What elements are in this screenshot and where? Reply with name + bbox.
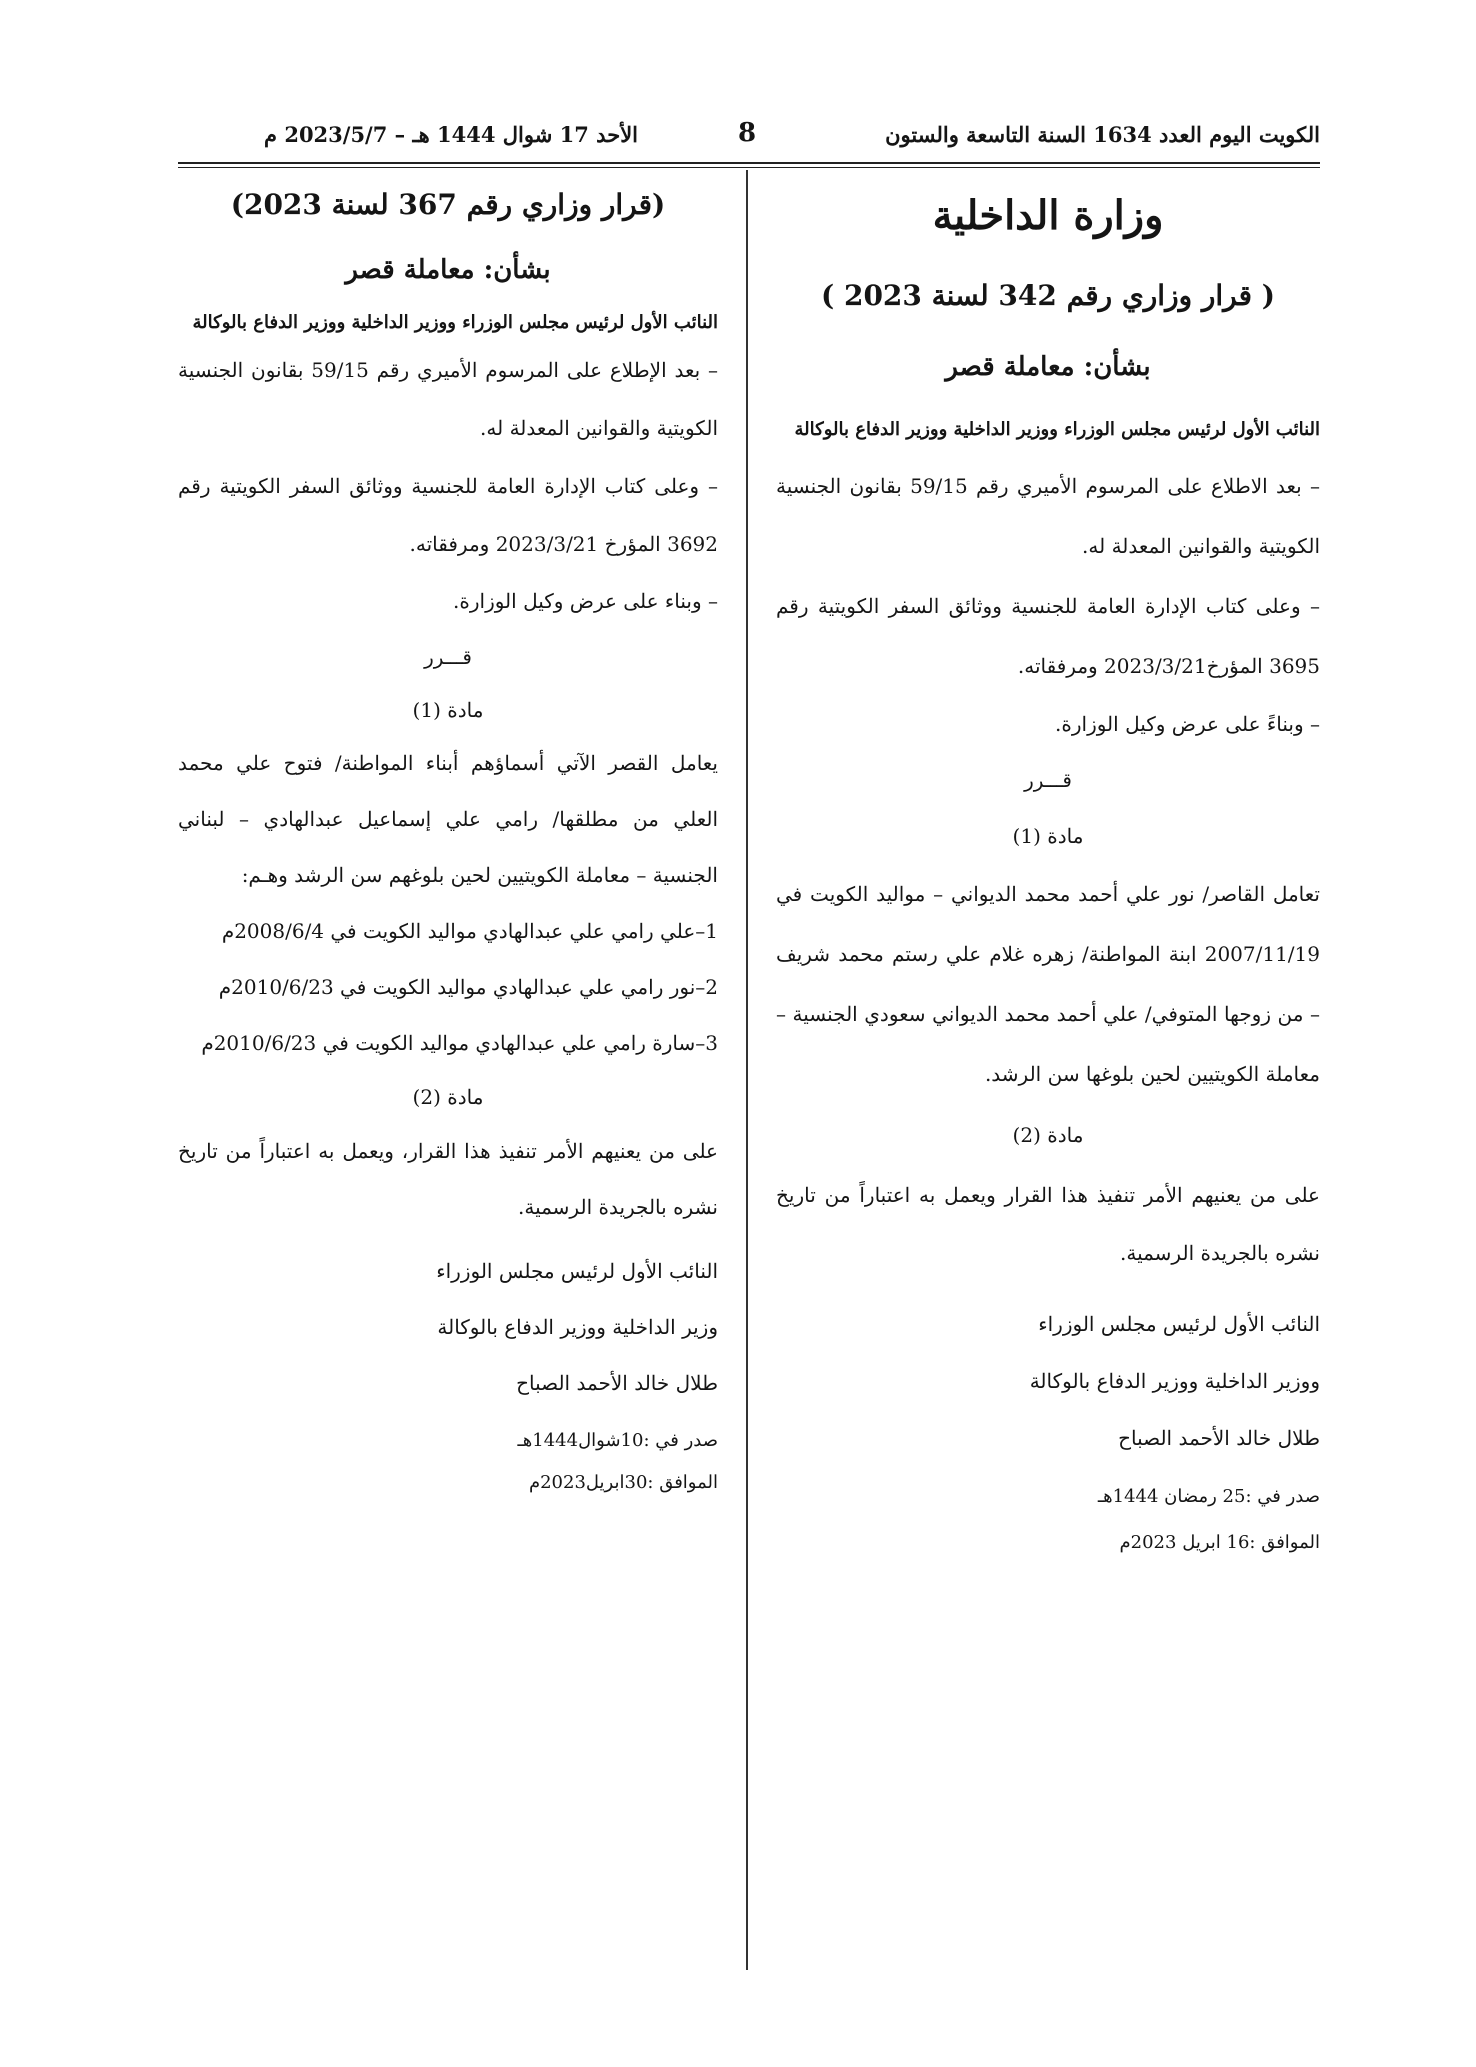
decision-subject: بشأن: معاملة قصر (345, 255, 551, 285)
article-2-text: على من يعنيهم الأمر تنفيذ هذا القرار، ويعمل به اعتباراً من تاريخ نشره بالجريدة الرسمية. (178, 1139, 718, 1219)
article-1-text: تعامل القاصر/ نور علي أحمد محمد الديواني – مواليد الكويت في 2007/11/19 ابنة المواطنة/ زهره غلام علي رستم محمد شريف – من زوجها المتوفي/ علي أحمد محمد الديواني سعودي الجنسية – معاملة الكويتيين لحين بلوغها سن الرشد. (776, 882, 1320, 1086)
issue-date: الأحد 17 شوال 1444 هـ – 2023/5/7 م (264, 122, 639, 147)
signature-block (776, 1296, 1320, 1467)
signature-block (178, 1243, 718, 1411)
issued-date: صدر في :10شوال1444هـ (517, 1430, 718, 1451)
gazette-issue-info: الكويت اليوم العدد 1634 السنة التاسعة والستون (885, 122, 1320, 147)
clause-decree: – بعد الإطلاع على المرسوم الأميري رقم 59/15 بقانون الجنسية الكويتية والقوانين المعدلة له. (178, 358, 718, 440)
corresponding-date: الموافق :30ابريل2023م (528, 1472, 718, 1493)
article-2-heading: مادة (2) (412, 1085, 484, 1109)
list-item: 3–سارة رامي علي عبدالهادي مواليد الكويت في 2010/6/23م (201, 1031, 718, 1055)
list-item: 1–علي رامي علي عبدالهادي مواليد الكويت في 2008/6/4م (221, 919, 718, 943)
signature-name: طلال خالد الأحمد الصباح (1118, 1426, 1320, 1450)
signature-name: طلال خالد الأحمد الصباح (516, 1371, 718, 1395)
clause-proposal: – وبناء على عرض وكيل الوزارة. (453, 589, 718, 613)
column-divider (746, 170, 748, 1970)
minors-list (178, 903, 718, 1071)
decision-title: (قرار وزاري رقم 367 لسنة 2023) (230, 188, 666, 221)
decided-heading: قـــرر (1024, 768, 1072, 792)
article-2-heading: مادة (2) (1012, 1123, 1084, 1147)
issued-date: صدر في :25 رمضان 1444هـ (1097, 1486, 1320, 1507)
clause-letter: – وعلى كتاب الإدارة العامة للجنسية ووثائق السفر الكويتية رقم 3692 المؤرخ 2023/3/21 ومرفقاته. (178, 474, 718, 556)
decision-subject: بشأن: معاملة قصر (945, 352, 1151, 382)
decision-367 (178, 188, 718, 1503)
header-rule-top (178, 162, 1320, 164)
list-item: 2–نور رامي علي عبدالهادي مواليد الكويت في 2010/6/23م (218, 975, 718, 999)
article-1-heading: مادة (1) (412, 698, 484, 722)
decision-342 (776, 192, 1320, 1565)
signature-line: وزير الداخلية ووزير الدفاع بالوكالة (437, 1315, 718, 1339)
page-number: 8 (738, 118, 757, 148)
article-1-heading: مادة (1) (1012, 824, 1084, 848)
decision-title: ( قرار وزاري رقم 342 لسنة 2023 ) (820, 279, 1276, 312)
article-1-text: يعامل القصر الآتي أسماؤهم أبناء المواطنة/ فتوح علي محمد العلي من مطلقها/ رامي علي إسماعيل عبدالهادي – لبناني الجنسية – معاملة الكويتيين لحين بلوغهم سن الرشد وهـم: (178, 751, 718, 887)
signature-line: ووزير الداخلية ووزير الدفاع بالوكالة (1029, 1369, 1320, 1393)
page-header (178, 118, 1320, 158)
clause-decree: – بعد الاطلاع على المرسوم الأميري رقم 59/15 بقانون الجنسية الكويتية والقوانين المعدلة له. (776, 474, 1320, 558)
corresponding-date: الموافق :16 ابريل 2023م (1119, 1532, 1320, 1553)
ministry-title: وزارة الداخلية (932, 192, 1164, 239)
clause-proposal: – وبناءً على عرض وكيل الوزارة. (1055, 712, 1320, 736)
header-rule-bottom (178, 167, 1320, 168)
issuer-line: النائب الأول لرئيس مجلس الوزراء ووزير الداخلية ووزير الدفاع بالوكالة (192, 312, 718, 333)
article-2-text: على من يعنيهم الأمر تنفيذ هذا القرار ويعمل به اعتباراً من تاريخ نشره بالجريدة الرسمية. (776, 1183, 1320, 1265)
issuer-line: النائب الأول لرئيس مجلس الوزراء ووزير الداخلية ووزير الدفاع بالوكالة (794, 419, 1320, 440)
clause-letter: – وعلى كتاب الإدارة العامة للجنسية ووثائق السفر الكويتية رقم 3695 المؤرخ2023/3/21 ومرفقاته. (776, 594, 1320, 678)
signature-line: النائب الأول لرئيس مجلس الوزراء (1038, 1312, 1320, 1336)
decided-heading: قـــرر (424, 645, 472, 669)
signature-line: النائب الأول لرئيس مجلس الوزراء (436, 1259, 718, 1283)
